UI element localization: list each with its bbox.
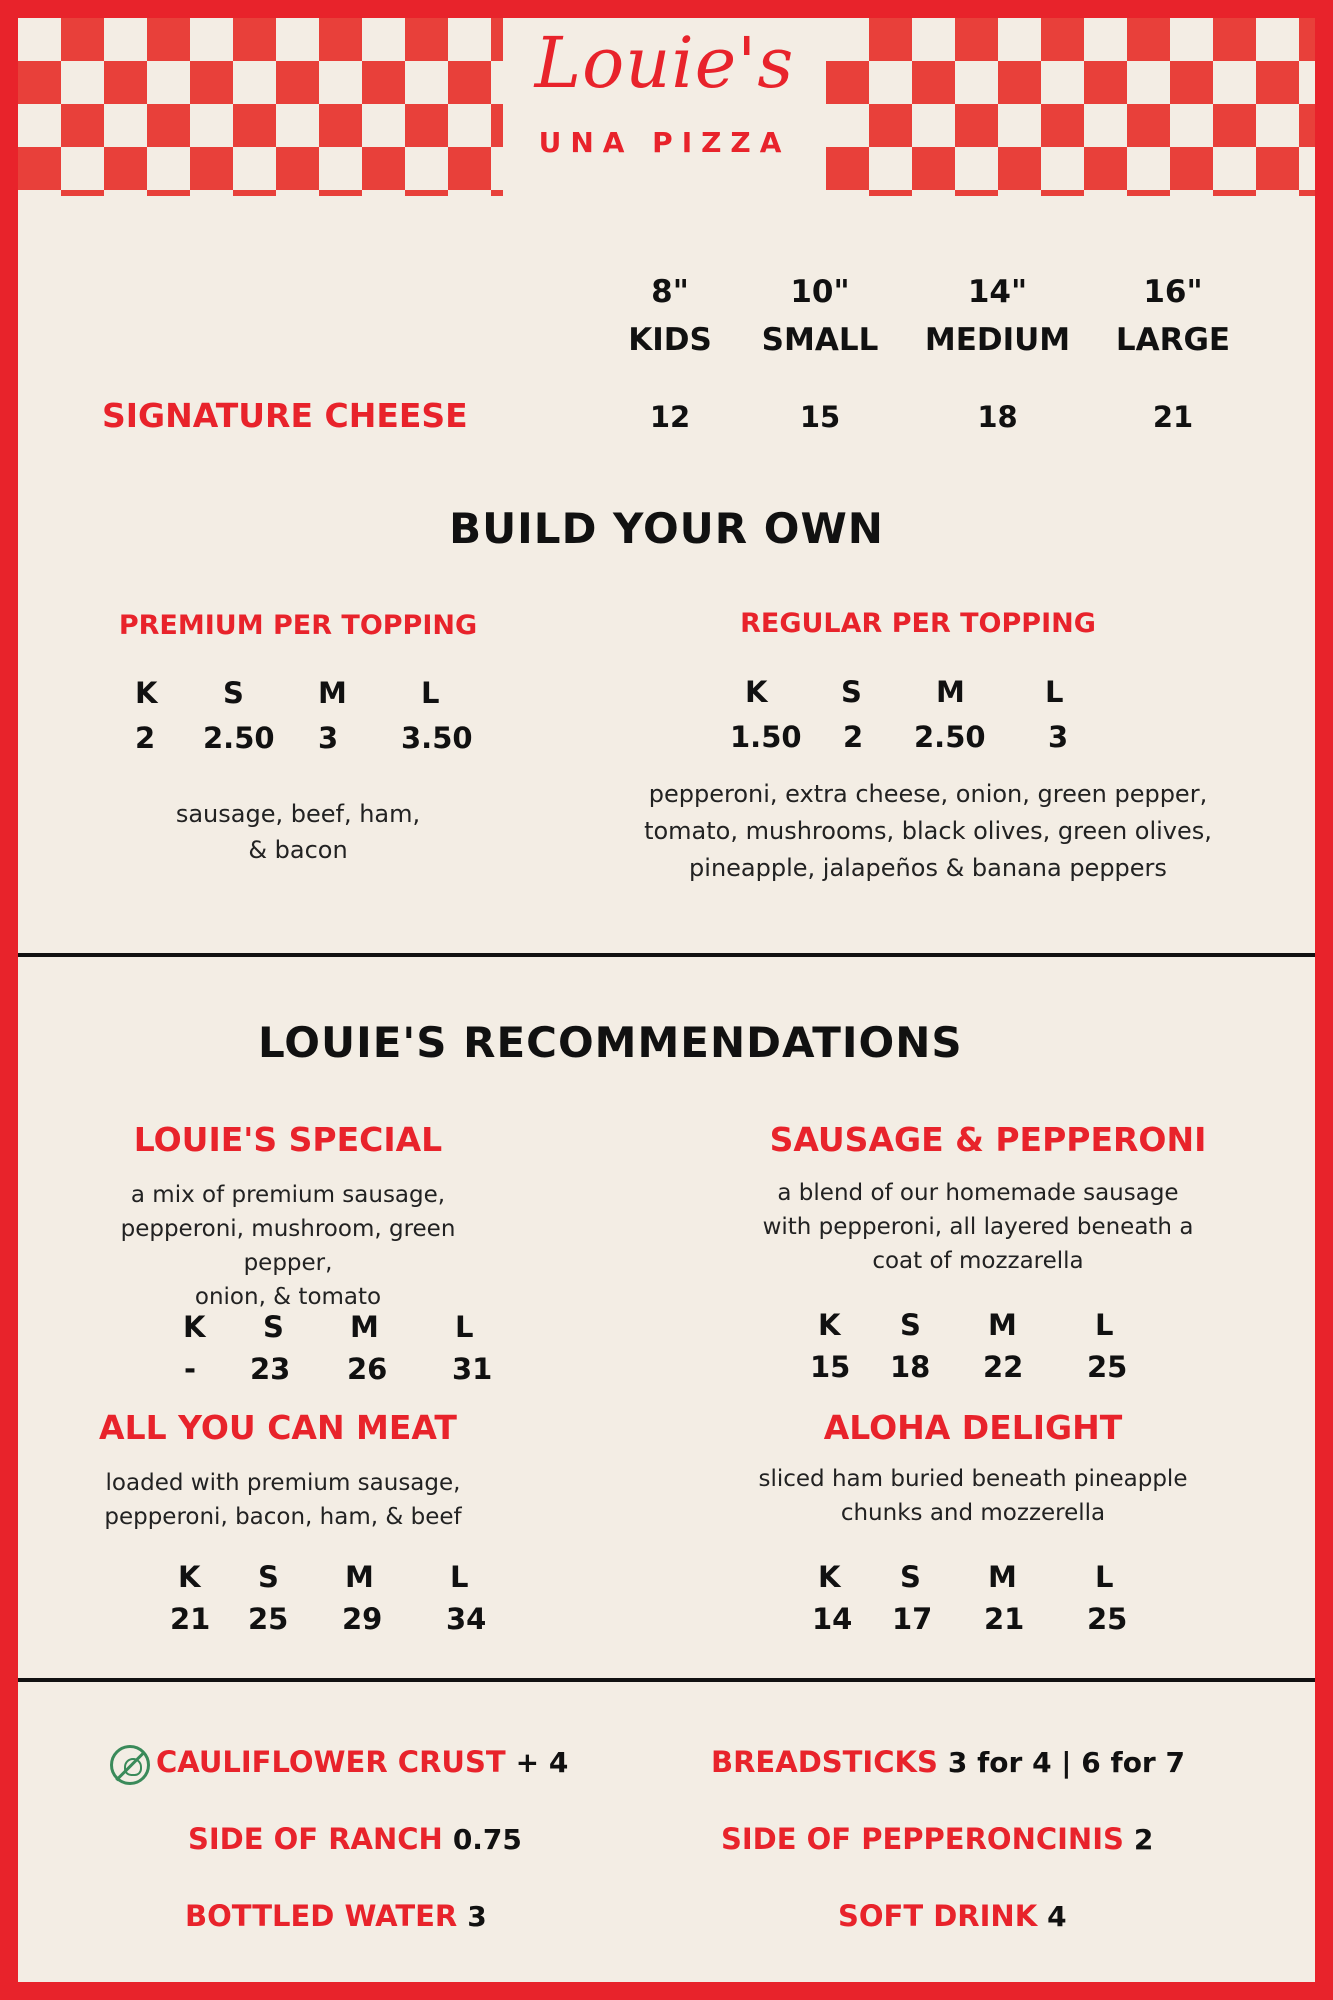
header-banner [18,18,1315,196]
extra-value: 2 [1133,1823,1154,1856]
extra-breadsticks [711,1745,1185,1779]
all-you-can-meat-price-m: 29 [342,1602,383,1636]
desc-line: a mix of premium sausage, [130,1182,446,1208]
size-name: MEDIUM [924,322,1071,358]
sausage-pepperoni-price-k: 15 [810,1350,851,1384]
price-small: 15 [799,400,841,434]
extra-value: 3 for 4 | 6 for 7 [947,1746,1185,1779]
premium-price-m: 3 [318,721,339,755]
desc-line: tomato, mushrooms, black olives, green olives, [644,817,1212,845]
louies-special-price-k: - [184,1352,197,1386]
aloha-delight-size-m: M [988,1560,1017,1594]
aloha-delight-price-m: 21 [984,1602,1025,1636]
price-large: 21 [1152,400,1194,434]
logo-script: Louie's [534,22,795,104]
price-medium: 18 [977,400,1018,434]
regular-size-k: K [745,675,768,709]
extra-bottled-water [185,1899,487,1933]
sausage-pepperoni-price-m: 22 [983,1350,1024,1384]
extra-side-of-ranch [188,1822,522,1856]
regular-topping-title: REGULAR PER TOPPING [740,608,1096,639]
sausage-pepperoni-desc [698,1176,1258,1278]
aloha-delight-size-s: S [900,1560,921,1594]
premium-price-k: 2 [135,721,156,755]
aloha-delight-price-l: 25 [1087,1602,1128,1636]
checker-pattern-left [18,18,503,196]
sausage-pepperoni-size-k: K [818,1308,841,1342]
size-inch: 8" [651,274,689,310]
extra-label: SIDE OF PEPPERONCINIS [721,1822,1124,1856]
louies-special-size-k: K [183,1310,206,1344]
logo [503,18,826,196]
louies-special-price-l: 31 [452,1352,493,1386]
extra-label: SOFT DRINK [838,1899,1038,1933]
extra-value: + 4 [515,1746,569,1779]
cauliflower-icon [110,1745,150,1785]
all-you-can-meat-title: ALL YOU CAN MEAT [99,1408,457,1447]
size-header-large [1098,268,1248,364]
regular-price-m: 2.50 [914,720,986,754]
size-name: LARGE [1115,322,1231,358]
sausage-pepperoni-size-s: S [900,1308,921,1342]
sausage-pepperoni-price-s: 18 [890,1350,931,1384]
extra-label: SIDE OF RANCH [188,1822,443,1856]
desc-line: onion, & tomato [194,1284,382,1310]
extra-label: BREADSTICKS [711,1745,938,1779]
size-header-medium [905,268,1090,364]
premium-size-s: S [223,676,244,710]
premium-size-l: L [421,676,440,710]
regular-topping-list [578,776,1278,887]
size-name: KIDS [628,322,712,358]
section-divider [18,953,1315,957]
regular-size-s: S [841,675,862,709]
logo-subtitle: UNA PIZZA [538,126,791,159]
desc-line: loaded with premium sausage, [105,1470,461,1496]
regular-price-s: 2 [843,720,864,754]
all-you-can-meat-size-k: K [178,1560,201,1594]
all-you-can-meat-price-l: 34 [446,1602,487,1636]
extra-value: 3 [467,1900,487,1933]
size-name: SMALL [761,322,879,358]
extra-label: BOTTLED WATER [185,1899,458,1933]
aloha-delight-size-l: L [1095,1560,1114,1594]
desc-line: sausage, beef, ham, [175,800,421,828]
premium-size-m: M [318,676,347,710]
all-you-can-meat-size-s: S [258,1560,279,1594]
aloha-delight-title: ALOHA DELIGHT [823,1408,1123,1447]
sausage-pepperoni-title: SAUSAGE & PEPPERONI [769,1120,1207,1159]
extra-value: 0.75 [452,1823,522,1856]
louies-special-size-m: M [350,1310,379,1344]
regular-size-m: M [936,675,965,709]
desc-line: & bacon [248,836,348,864]
premium-size-k: K [135,676,158,710]
all-you-can-meat-size-m: M [345,1560,374,1594]
desc-line: with pepperoni, all layered beneath a [762,1214,1194,1240]
extra-side-of-pepperoncinis [721,1822,1153,1856]
signature-cheese-label: SIGNATURE CHEESE [102,396,468,435]
size-inch: 10" [790,274,850,310]
desc-line: pepperoni, mushroom, green pepper, [120,1216,456,1276]
desc-line: pineapple, jalapeños & banana peppers [689,854,1167,882]
regular-size-l: L [1045,675,1064,709]
build-your-own-title: BUILD YOUR OWN [449,504,884,553]
all-you-can-meat-price-s: 25 [248,1602,289,1636]
all-you-can-meat-desc [78,1466,488,1534]
price-kids: 12 [649,400,691,434]
premium-price-l: 3.50 [401,721,473,755]
extra-label: CAULIFLOWER CRUST [156,1745,506,1779]
size-inch: 16" [1143,274,1203,310]
aloha-delight-price-s: 17 [892,1602,933,1636]
louies-special-price-s: 23 [250,1352,291,1386]
all-you-can-meat-price-k: 21 [170,1602,211,1636]
recommendations-title: LOUIE'S RECOMMENDATIONS [258,1018,963,1067]
louies-special-price-m: 26 [347,1352,388,1386]
extra-cauliflower-crust [110,1745,568,1785]
sausage-pepperoni-size-l: L [1095,1308,1114,1342]
desc-line: pepperoni, extra cheese, onion, green pepper, [648,780,1208,808]
regular-price-l: 3 [1048,720,1069,754]
louies-special-size-s: S [263,1310,284,1344]
desc-line: coat of mozzarella [872,1248,1084,1274]
premium-price-s: 2.50 [203,721,275,755]
all-you-can-meat-size-l: L [450,1560,469,1594]
louies-special-desc [78,1178,498,1314]
size-inch: 14" [967,274,1028,310]
desc-line: pepperoni, bacon, ham, & beef [104,1504,462,1530]
desc-line: a blend of our homemade sausage [777,1180,1179,1206]
premium-topping-list [98,796,498,868]
aloha-delight-desc [708,1462,1238,1530]
menu-page [18,18,1315,1982]
extra-value: 4 [1047,1900,1067,1933]
desc-line: chunks and mozzerella [840,1500,1106,1526]
louies-special-size-l: L [455,1310,474,1344]
premium-topping-title: PREMIUM PER TOPPING [118,610,478,641]
desc-line: sliced ham buried beneath pineapple [758,1466,1188,1492]
sausage-pepperoni-price-l: 25 [1087,1350,1128,1384]
section-divider [18,1678,1315,1682]
size-header-kids [605,268,735,364]
regular-price-k: 1.50 [730,720,802,754]
aloha-delight-price-k: 14 [812,1602,853,1636]
sausage-pepperoni-size-m: M [988,1308,1017,1342]
louies-special-title: LOUIE'S SPECIAL [133,1120,443,1159]
aloha-delight-size-k: K [818,1560,841,1594]
size-header-small [745,268,895,364]
extra-soft-drink [838,1899,1067,1933]
checker-pattern-right [826,18,1315,196]
